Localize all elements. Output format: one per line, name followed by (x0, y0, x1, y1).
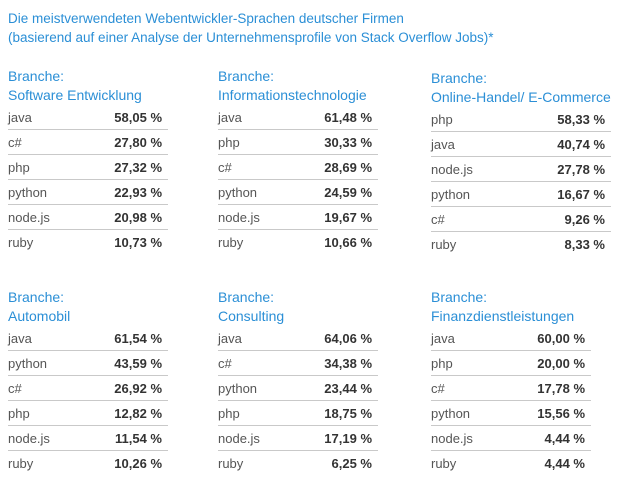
language-name: python (218, 184, 258, 200)
table-row (218, 155, 378, 180)
language-name: php (431, 111, 453, 127)
panel-industry-name: Online-Handel/ E-Commerce (431, 89, 611, 105)
usage-percentage: 20,00 % (537, 355, 585, 371)
language-name: node.js (218, 209, 260, 225)
usage-percentage: 17,19 % (324, 430, 372, 446)
language-name: java (431, 330, 455, 346)
usage-percentage: 9,26 % (564, 211, 605, 227)
language-name: php (431, 355, 453, 371)
language-name: node.js (8, 430, 50, 446)
language-name: python (8, 355, 48, 371)
usage-percentage: 12,82 % (114, 405, 162, 421)
language-name: java (8, 330, 32, 346)
language-table (431, 107, 611, 257)
language-name: python (218, 380, 258, 396)
language-name: ruby (431, 237, 457, 252)
table-row (218, 351, 378, 376)
table-row (218, 130, 378, 155)
table-row (8, 451, 168, 476)
language-table (218, 105, 378, 255)
usage-percentage: 18,75 % (324, 405, 372, 421)
panel-industry-name: Consulting (218, 308, 285, 324)
usage-percentage: 58,33 % (557, 111, 605, 127)
industry-panel (8, 67, 168, 255)
language-table (218, 326, 378, 476)
panel-industry-name: Informationstechnologie (218, 87, 367, 103)
language-name: c# (431, 211, 445, 227)
table-row (431, 182, 611, 207)
industry-panel (218, 288, 378, 476)
language-table (431, 326, 591, 476)
industry-panel (8, 288, 168, 476)
usage-percentage: 60,00 % (537, 330, 585, 346)
usage-percentage: 10,26 % (114, 456, 162, 471)
language-table (8, 105, 168, 255)
table-row (218, 230, 378, 255)
table-row (8, 130, 168, 155)
table-row (218, 326, 378, 351)
usage-percentage: 64,06 % (324, 330, 372, 346)
table-row (431, 207, 611, 232)
language-name: c# (218, 159, 232, 175)
language-name: java (218, 109, 242, 125)
usage-percentage: 24,59 % (324, 184, 372, 200)
usage-percentage: 23,44 % (324, 380, 372, 396)
table-row (8, 230, 168, 255)
table-row (8, 155, 168, 180)
industry-panel (431, 288, 591, 476)
usage-percentage: 40,74 % (557, 136, 605, 152)
panel-title (218, 288, 378, 326)
table-row (8, 105, 168, 130)
usage-percentage: 15,56 % (537, 405, 585, 421)
table-row (218, 105, 378, 130)
usage-percentage: 27,32 % (114, 159, 162, 175)
table-row (218, 401, 378, 426)
header-subtitle: (basierend auf einer Analyse der Unternehmensprofile von Stack Overflow Jobs)* (8, 30, 494, 45)
language-name: php (218, 405, 240, 421)
language-name: node.js (8, 209, 50, 225)
language-name: python (431, 405, 471, 421)
usage-percentage: 27,78 % (557, 161, 605, 177)
language-name: c# (8, 380, 22, 396)
table-row (431, 426, 591, 451)
panel-title (218, 67, 378, 105)
usage-percentage: 22,93 % (114, 184, 162, 200)
language-name: php (218, 134, 240, 150)
usage-percentage: 11,54 % (115, 430, 162, 446)
language-name: python (8, 184, 48, 200)
usage-percentage: 20,98 % (114, 209, 162, 225)
language-name: php (8, 159, 30, 175)
usage-percentage: 34,38 % (324, 355, 372, 371)
table-row (431, 232, 611, 257)
panel-label: Branche: (218, 289, 275, 305)
table-row (431, 326, 591, 351)
usage-percentage: 16,67 % (557, 186, 605, 202)
panel-label: Branche: (8, 289, 65, 305)
usage-percentage: 6,25 % (331, 456, 372, 471)
panel-label: Branche: (431, 70, 488, 86)
table-row (431, 157, 611, 182)
language-name: node.js (431, 430, 473, 446)
language-name: ruby (8, 456, 34, 471)
language-name: java (218, 330, 242, 346)
language-name: ruby (8, 235, 34, 250)
panel-label: Branche: (8, 68, 65, 84)
table-row (218, 426, 378, 451)
language-name: c# (218, 355, 232, 371)
table-row (8, 205, 168, 230)
usage-percentage: 4,44 % (544, 456, 585, 471)
industry-panel (431, 69, 611, 257)
panel-title (431, 288, 591, 326)
table-row (431, 107, 611, 132)
table-row (218, 451, 378, 476)
industry-panel (218, 67, 378, 255)
panel-label: Branche: (431, 289, 488, 305)
panel-industry-name: Automobil (8, 308, 71, 324)
table-row (431, 401, 591, 426)
table-row (431, 451, 591, 476)
table-row (8, 180, 168, 205)
usage-percentage: 28,69 % (324, 159, 372, 175)
table-row (218, 180, 378, 205)
language-name: ruby (431, 456, 457, 471)
language-name: node.js (431, 161, 473, 177)
language-name: java (431, 136, 455, 152)
table-row (218, 205, 378, 230)
panel-title (8, 67, 168, 105)
panel-title (8, 288, 168, 326)
table-row (431, 132, 611, 157)
table-row (8, 401, 168, 426)
usage-percentage: 4,44 % (544, 430, 585, 446)
table-row (218, 376, 378, 401)
table-row (8, 326, 168, 351)
table-row (8, 426, 168, 451)
language-table (8, 326, 168, 476)
panel-industry-name: Finanzdienstleistungen (431, 308, 575, 324)
language-name: node.js (218, 430, 260, 446)
panel-label: Branche: (218, 68, 275, 84)
panel-title (431, 69, 611, 107)
usage-percentage: 10,73 % (114, 235, 162, 250)
usage-percentage: 27,80 % (114, 134, 162, 150)
usage-percentage: 26,92 % (114, 380, 162, 396)
table-row (431, 376, 591, 401)
panel-industry-name: Software Entwicklung (8, 87, 142, 103)
language-name: ruby (218, 456, 244, 471)
usage-percentage: 58,05 % (114, 109, 162, 125)
usage-percentage: 43,59 % (114, 355, 162, 371)
table-row (431, 351, 591, 376)
usage-percentage: 19,67 % (324, 209, 372, 225)
table-row (8, 351, 168, 376)
language-name: python (431, 186, 471, 202)
language-name: java (8, 109, 32, 125)
usage-percentage: 61,54 % (114, 330, 162, 346)
usage-percentage: 10,66 % (324, 235, 372, 250)
usage-percentage: 8,33 % (564, 237, 605, 252)
language-name: php (8, 405, 30, 421)
usage-percentage: 17,78 % (537, 380, 585, 396)
header-title: Die meistverwendeten Webentwickler-Sprachen deutscher Firmen (8, 11, 404, 26)
usage-percentage: 30,33 % (324, 134, 372, 150)
table-row (8, 376, 168, 401)
language-name: c# (8, 134, 22, 150)
page-header (8, 9, 613, 47)
language-name: ruby (218, 235, 244, 250)
language-name: c# (431, 380, 445, 396)
usage-percentage: 61,48 % (324, 109, 372, 125)
